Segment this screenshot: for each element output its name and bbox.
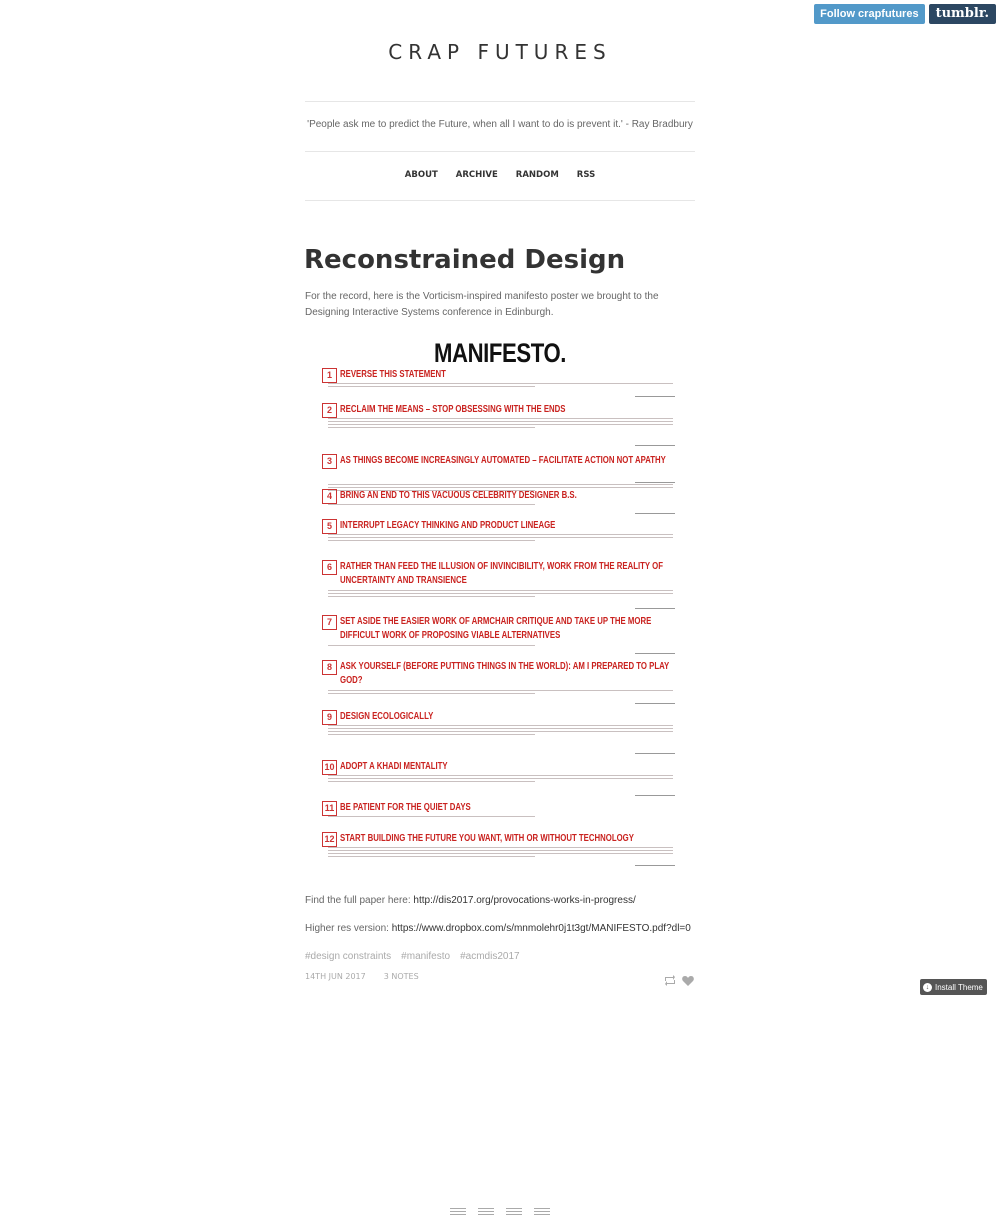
manifesto-attribution [635, 865, 675, 866]
top-bar [814, 4, 996, 24]
body-text-line [328, 856, 535, 857]
body-text-line [328, 850, 673, 851]
body-text-line [328, 537, 673, 538]
manifesto-item-text: START BUILDING THE FUTURE YOU WANT, WITH OR WITHOUT TECHNOLOGY [340, 833, 634, 844]
manifesto-item-body [328, 645, 673, 648]
manifesto-item-body [328, 534, 673, 543]
manifesto-item-number: 2 [322, 403, 337, 418]
manifesto-item-text: BE PATIENT FOR THE QUIET DAYS [340, 802, 471, 813]
credit-line [450, 1208, 466, 1209]
manifesto-item-text: SET ASIDE THE EASIER WORK OF ARMCHAIR CRITIQUE AND TAKE UP THE MORE DIFFICULT WORK OF PROPOSING VIABLE ALTERNATIVES [340, 616, 652, 641]
manifesto-item-number: 6 [322, 560, 337, 575]
body-text-line [328, 728, 673, 729]
manifesto-item-text: REVERSE THIS STATEMENT [340, 369, 446, 380]
body-text-line [328, 596, 535, 597]
hires-link-prefix: Higher res version: [305, 923, 392, 934]
manifesto-attribution [635, 445, 675, 446]
body-text-line [328, 725, 673, 726]
manifesto-item-body [328, 504, 673, 507]
body-text-line [328, 487, 673, 488]
tag-link[interactable]: #design constraints [305, 951, 392, 962]
credit-column [450, 1208, 466, 1217]
body-text-line [328, 645, 535, 646]
main-nav [305, 170, 695, 180]
manifesto-attribution [635, 482, 675, 483]
download-icon: ↓ [923, 983, 932, 992]
credit-column [506, 1208, 522, 1217]
credit-line [534, 1211, 550, 1212]
body-text-line [328, 853, 673, 854]
manifesto-item-number: 3 [322, 454, 337, 469]
credit-column [478, 1208, 494, 1217]
credit-line [450, 1214, 466, 1215]
manifesto-item-text: INTERRUPT LEGACY THINKING AND PRODUCT LINEAGE [340, 520, 556, 531]
post-intro: For the record, here is the Vorticism-inspired manifesto poster we brought to the Designing Interactive Systems conference in Edinburgh. [305, 291, 659, 318]
manifesto-item-body [328, 847, 673, 859]
body-text-line [328, 540, 535, 541]
manifesto-item-body [328, 418, 673, 430]
manifesto-attribution [635, 608, 675, 609]
post-tags [305, 951, 520, 962]
body-text-line [328, 386, 535, 387]
nav-item-rss[interactable]: RSS [576, 170, 596, 180]
manifesto-item-body [328, 775, 673, 784]
hires-link-line [305, 921, 695, 937]
divider [305, 151, 695, 152]
body-text-line [328, 781, 535, 782]
credit-line [478, 1208, 494, 1209]
manifesto-item-number: 7 [322, 615, 337, 630]
heart-icon[interactable] [682, 975, 694, 989]
reblog-icon[interactable] [664, 975, 676, 989]
credit-line [478, 1211, 494, 1212]
install-theme-button[interactable] [920, 979, 987, 995]
manifesto-attribution [635, 795, 675, 796]
site-description: 'People ask me to predict the Future, when all I want to do is prevent it.' - Ray Bradbury [307, 119, 693, 130]
hires-link[interactable]: https://www.dropbox.com/s/mnmolehr0j1t3gt/MANIFESTO.pdf?dl=0 [391, 923, 691, 934]
manifesto-item-number: 12 [322, 832, 337, 847]
nav-item-about[interactable]: ABOUT [404, 170, 438, 180]
manifesto-item-number: 4 [322, 489, 337, 504]
manifesto-attribution [635, 513, 675, 514]
manifesto-item-text: RECLAIM THE MEANS – STOP OBSESSING WITH THE ENDS [340, 404, 566, 415]
nav-item-archive[interactable]: ARCHIVE [455, 170, 498, 180]
manifesto-item-body [328, 690, 673, 696]
manifesto-item-text: ASK YOURSELF (BEFORE PUTTING THINGS IN THE WORLD): AM I PREPARED TO PLAY GOD? [340, 661, 670, 686]
body-text-line [328, 424, 673, 425]
divider [305, 101, 695, 102]
credit-line [506, 1211, 522, 1212]
manifesto-item-body [328, 590, 673, 599]
paper-link-prefix: Find the full paper here: [305, 895, 414, 906]
manifesto-item-number: 9 [322, 710, 337, 725]
body-text-line [328, 383, 673, 384]
body-text-line [328, 504, 535, 505]
nav-item-random[interactable]: RANDOM [515, 170, 559, 180]
manifesto-item-number: 11 [322, 801, 337, 816]
manifesto-poster-image[interactable] [320, 338, 680, 883]
manifesto-item-text: RATHER THAN FEED THE ILLUSION OF INVINCIBILITY, WORK FROM THE REALITY OF UNCERTAINTY AND TRANSIENCE [340, 561, 663, 586]
post-meta [305, 972, 419, 981]
body-text-line [328, 418, 673, 419]
body-text-line [328, 590, 673, 591]
follow-button[interactable]: Follow crapfutures [814, 4, 924, 24]
manifesto-item-body [328, 725, 673, 737]
manifesto-item-text: DESIGN ECOLOGICALLY [340, 711, 434, 722]
body-text-line [328, 593, 673, 594]
manifesto-item-text: AS THINGS BECOME INCREASINGLY AUTOMATED – FACILITATE ACTION NOT APATHY [340, 455, 666, 466]
credit-line [534, 1208, 550, 1209]
credit-line [478, 1214, 494, 1215]
body-text-line [328, 484, 673, 485]
paper-link-line [305, 893, 695, 909]
credit-line [506, 1208, 522, 1209]
manifesto-item-body [328, 816, 673, 819]
body-text-line [328, 731, 673, 732]
tag-link[interactable]: #manifesto [401, 951, 451, 962]
credit-line [450, 1211, 466, 1212]
body-text-line [328, 690, 673, 691]
body-text-line [328, 427, 535, 428]
poster-title: MANIFESTO. [433, 338, 567, 368]
body-text-line [328, 847, 673, 848]
body-text-line [328, 775, 673, 776]
credit-line [506, 1214, 522, 1215]
manifesto-item-text: BRING AN END TO THIS VACUOUS CELEBRITY DESIGNER B.S. [340, 490, 577, 501]
body-text-line [328, 693, 535, 694]
manifesto-attribution [635, 753, 675, 754]
tumblr-logo-button[interactable]: tumblr. [929, 4, 996, 24]
manifesto-item-number: 5 [322, 519, 337, 534]
manifesto-item-number: 10 [322, 760, 337, 775]
credit-column [534, 1208, 550, 1217]
paper-link[interactable]: http://dis2017.org/provocations-works-in-progress/ [413, 895, 636, 906]
credit-line [534, 1214, 550, 1215]
manifesto-attribution [635, 396, 675, 397]
post-notes[interactable]: 3 NOTES [383, 972, 419, 981]
manifesto-item-number: 1 [322, 368, 337, 383]
body-text-line [328, 816, 535, 817]
tag-link[interactable]: #acmdis2017 [460, 951, 520, 962]
body-text-line [328, 421, 673, 422]
manifesto-attribution [635, 653, 675, 654]
body-text-line [328, 534, 673, 535]
poster-footer-credits [450, 1208, 550, 1217]
manifesto-item-number: 8 [322, 660, 337, 675]
manifesto-item-text: ADOPT A KHADI MENTALITY [340, 761, 448, 772]
post-title[interactable]: Reconstrained Design [304, 245, 626, 275]
site-title[interactable]: CRAP FUTURES [388, 40, 612, 64]
post-actions [664, 975, 694, 989]
body-text-line [328, 734, 535, 735]
post-date[interactable]: 14TH JUN 2017 [305, 972, 366, 981]
manifesto-item-body [328, 383, 673, 389]
install-theme-label: Install Theme [935, 982, 983, 992]
manifesto-attribution [635, 703, 675, 704]
divider [305, 200, 695, 201]
body-text-line [328, 778, 673, 779]
